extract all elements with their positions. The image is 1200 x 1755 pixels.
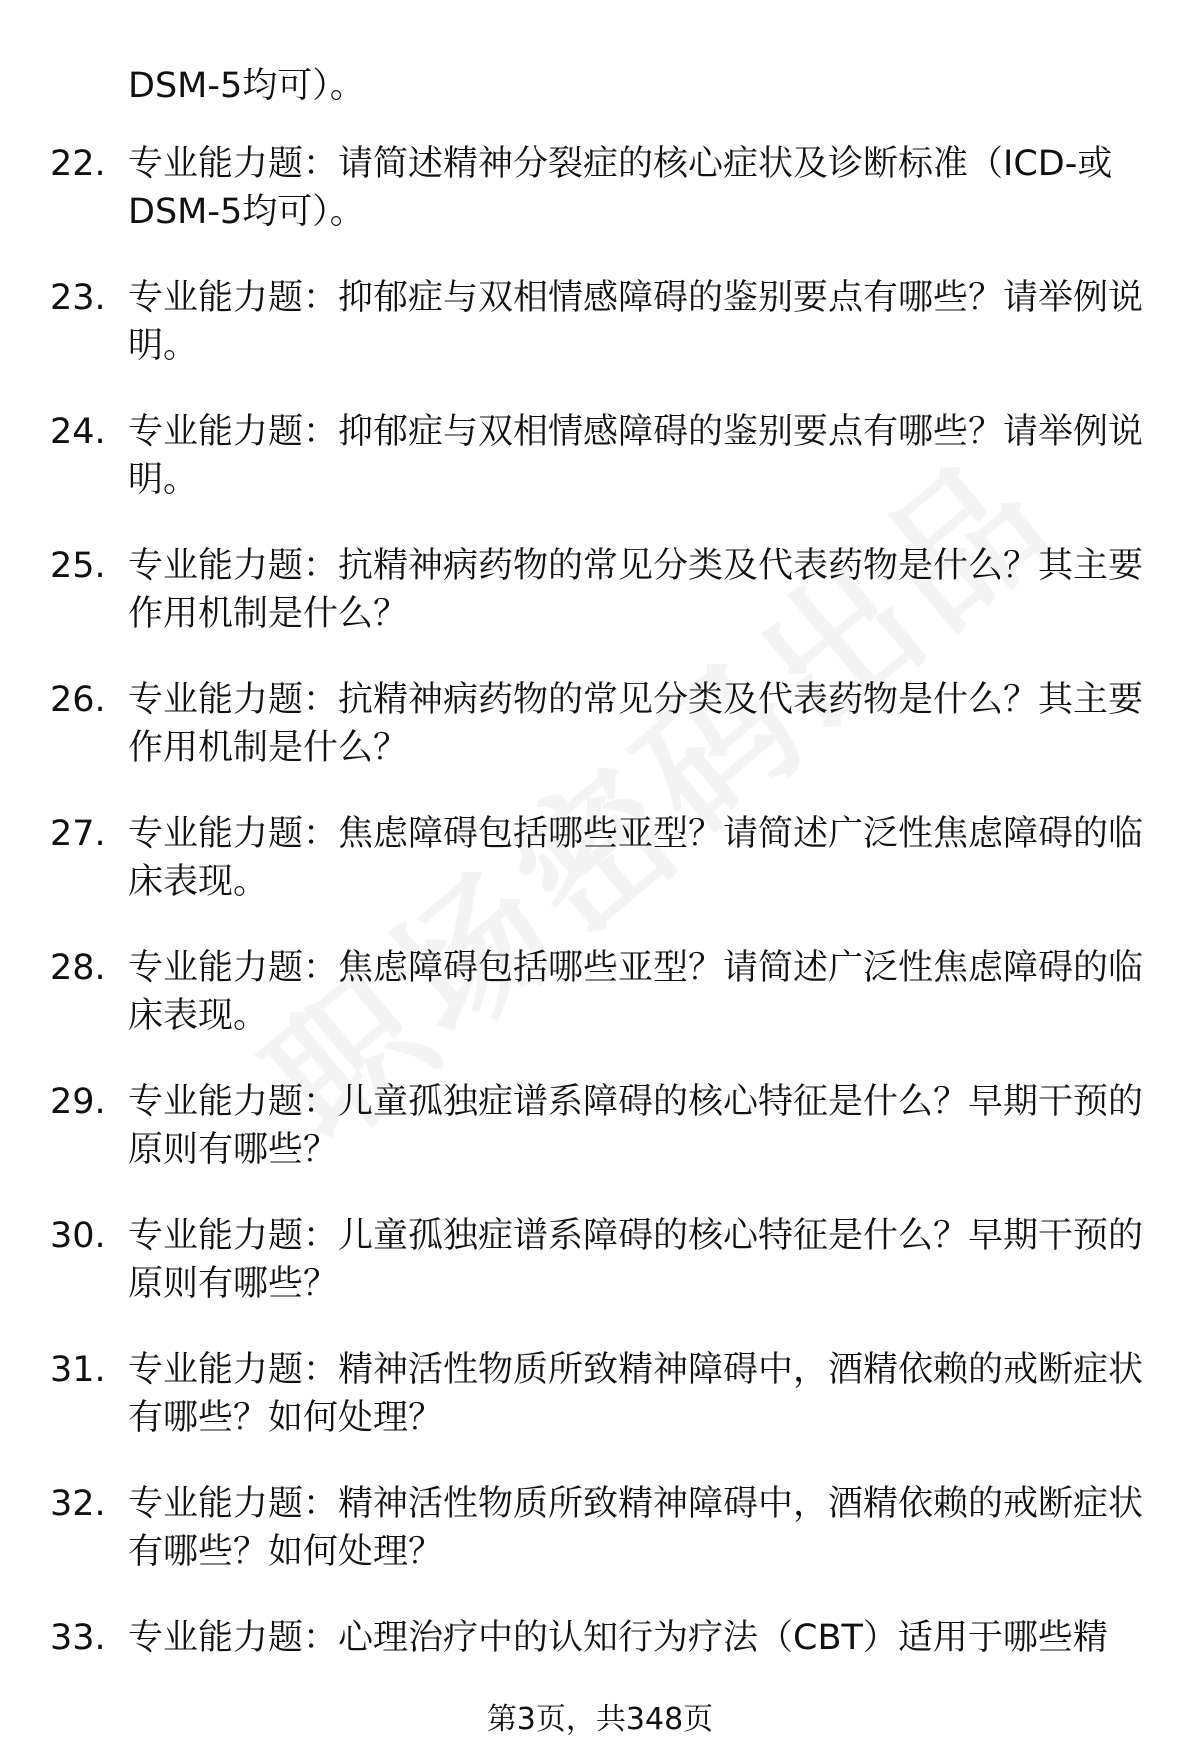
question-number: 32.: [50, 1484, 106, 1524]
question-text: 专业能力题：抑郁症与双相情感障碍的鉴别要点有哪些？请举例说明。: [128, 412, 1144, 500]
question-item: [0, 810, 1200, 906]
question-item: [0, 1346, 1200, 1442]
question-number: 29.: [50, 1082, 106, 1122]
question-item: [0, 408, 1200, 504]
question-item: [0, 676, 1200, 772]
question-text: 专业能力题：儿童孤独症谱系障碍的核心特征是什么？早期干预的原则有哪些？: [128, 1082, 1144, 1170]
question-text: 专业能力题：焦虑障碍包括哪些亚型？请简述广泛性焦虑障碍的临床表现。: [128, 948, 1144, 1036]
question-text: 专业能力题：请简述精神分裂症的核心症状及诊断标准（ICD-或DSM-5均可）。: [128, 144, 1113, 232]
question-text: 专业能力题：儿童孤独症谱系障碍的核心特征是什么？早期干预的原则有哪些？: [128, 1216, 1144, 1304]
question-list: [0, 140, 1200, 1700]
question-item: [0, 1614, 1200, 1662]
question-text: 专业能力题：焦虑障碍包括哪些亚型？请简述广泛性焦虑障碍的临床表现。: [128, 814, 1144, 902]
question-number: 25.: [50, 546, 106, 586]
question-text: 专业能力题：抗精神病药物的常见分类及代表药物是什么？其主要作用机制是什么？: [128, 546, 1144, 634]
question-number: 33.: [50, 1618, 106, 1658]
question-item: [0, 274, 1200, 370]
question-number: 30.: [50, 1216, 106, 1256]
question-number: 27.: [50, 814, 106, 854]
question-number: 23.: [50, 278, 106, 318]
question-text: 专业能力题：精神活性物质所致精神障碍中，酒精依赖的戒断症状有哪些？如何处理？: [128, 1484, 1144, 1572]
question-number: 24.: [50, 412, 106, 452]
question-item: [0, 1212, 1200, 1308]
question-item: [0, 1480, 1200, 1576]
question-text: 专业能力题：抗精神病药物的常见分类及代表药物是什么？其主要作用机制是什么？: [128, 680, 1144, 768]
question-item: [0, 1078, 1200, 1174]
question-text: 专业能力题：抑郁症与双相情感障碍的鉴别要点有哪些？请举例说明。: [128, 278, 1144, 366]
question-number: 28.: [50, 948, 106, 988]
question-text: 专业能力题：心理治疗中的认知行为疗法（CBT）适用于哪些精: [128, 1618, 1108, 1658]
question-item: [0, 140, 1200, 236]
question-number: 31.: [50, 1350, 106, 1390]
question-number: 22.: [50, 144, 106, 184]
question-item: [0, 542, 1200, 638]
question-text: 专业能力题：精神活性物质所致精神障碍中，酒精依赖的戒断症状有哪些？如何处理？: [128, 1350, 1144, 1438]
question-number: 26.: [50, 680, 106, 720]
continuation-text: DSM-5均可）。: [128, 66, 365, 106]
page-footer: 第3页，共348页: [486, 1702, 714, 1737]
question-item: [0, 944, 1200, 1040]
